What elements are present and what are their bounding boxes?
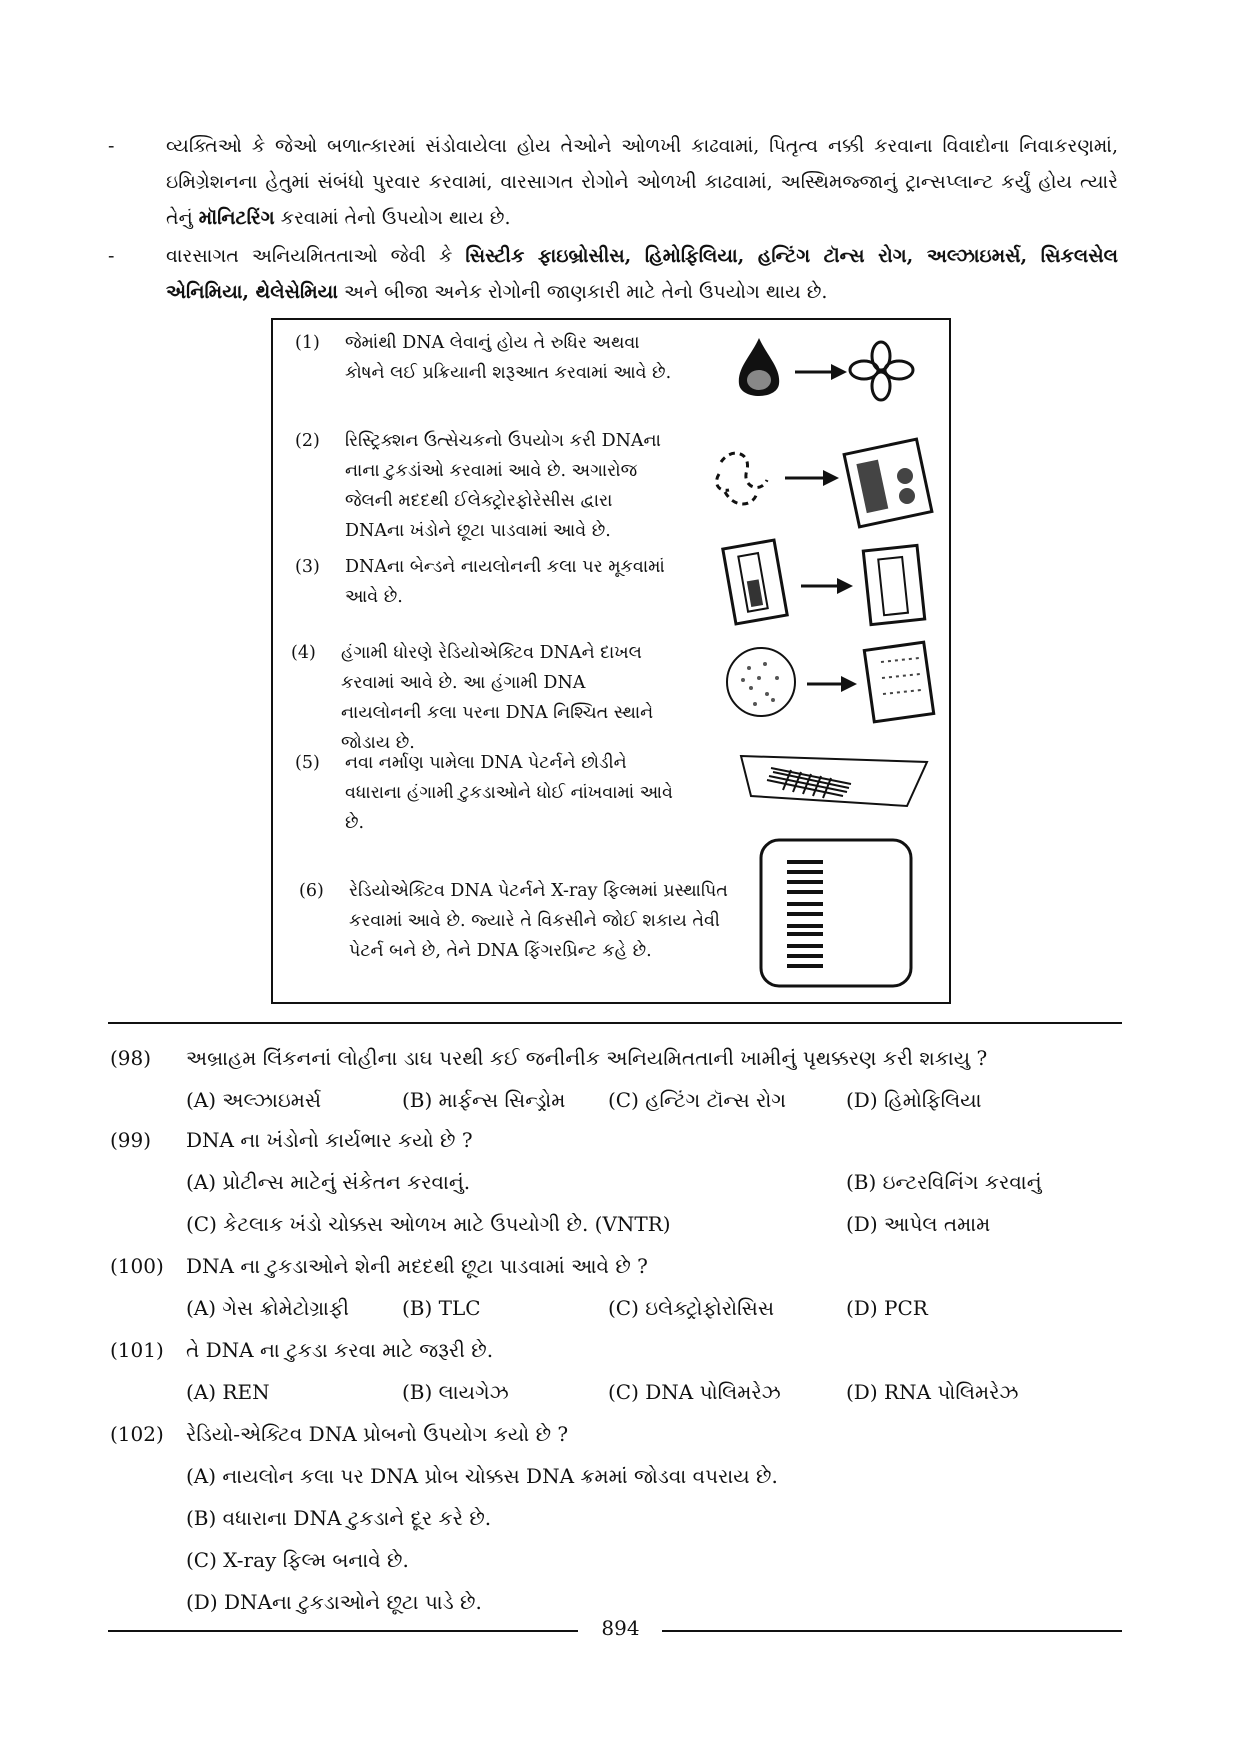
step-text: રિસ્ટ્રિક્શન ઉત્સેચકનો ઉપયોગ કરી DNAના નાના ટુકડાંઓ કરવામાં આવે છે. અગારોજ જેલની મદદથી ઈલેક્ટ્રોરફોરેસીસ દ્વારા DNAના ખંડોને છૂટા પાડવામાં આવે છે.: [345, 431, 661, 541]
option-102-d: (D) DNAના ટુકડાઓને છૂટા પાડે છે.: [186, 1590, 482, 1614]
step-number: (5): [295, 753, 320, 773]
option-101-d: (D) RNA પોલિમરેઝ: [846, 1380, 1019, 1404]
step-text: હંગામી ધોરણે રેડિયોએક્ટિવ DNAને દાખલ કરવામાં આવે છે. આ હંગામી DNA નાયલોનની કલા પરના DNA નિશ્ચિત સ્થાને જોડાય છે.: [341, 643, 654, 753]
step-text: જેમાંથી DNA લેવાનું હોય તે રુધિર અથવા કોષને લઈ પ્રક્રિયાની શરૂઆત કરવામાં આવે છે.: [345, 333, 672, 383]
figure-step-6: [299, 876, 739, 972]
step-number: (4): [291, 643, 316, 663]
step-text: નવા નર્માણ પામેલા DNA પેટર્નને છોડીને વધારાના હંગામી ટુકડાઓને ધોઈ નાંખવામાં આવે છે.: [345, 753, 673, 833]
bullet-list: [108, 128, 1118, 310]
option-101-b: (B) લાયગેઝ: [402, 1380, 509, 1404]
question-text: રેડિયો-એક્ટિવ DNA પ્રોબનો ઉપયોગ કયો છે ?: [186, 1422, 569, 1446]
question-text: અબ્રાહમ લિંકનનાં લોહીના ડાઘ પરથી કઈ જનીનીક અનિયમિતતાની ખામીનું પૃથક્કરણ કરી શકાયુ ?: [186, 1046, 988, 1070]
option-100-d: (D) PCR: [846, 1296, 928, 1320]
option-100-c: (C) ઇલેક્ટ્રોફોરોસિસ: [608, 1296, 775, 1320]
bullet-marker: -: [108, 135, 115, 157]
bullet-text: વ્યક્તિઓ કે જેઓ બળાત્કારમાં સંડોવાયેલા હોય તેઓને ઓળખી કાઢવામાં, પિતૃત્વ નક્કી કરવાના વિવાદોના નિવાકરણમાં, ઇમિગ્રેશનના હેતુમાં સંબંધો પુરવાર કરવામાં, વારસાગત રોગોને ઓળખી કાઢવામાં, અસ્થિમજ્જાનું ટ્રાન્સપ્લાન્ટ કર્યું હોય ત્યારે તેનું: [166, 135, 1118, 229]
figure-step-1: [295, 328, 715, 394]
option-101-c: (C) DNA પોલિમરેઝ: [608, 1380, 781, 1404]
x-ray-film-dna-fingerprint-illustration: [755, 834, 925, 994]
option-100-b: (B) TLC: [402, 1296, 481, 1320]
figure-step-3: [295, 552, 715, 618]
question-text: DNA ના ટુકડાઓને શેની મદદથી છૂટા પાડવામાં આવે છે ?: [186, 1254, 648, 1278]
bullet-text-end: કરવામાં તેનો ઉપયોગ થાય છે.: [274, 207, 511, 229]
option-98-c: (C) હન્ટિંગ ટૉન્સ રોગ: [608, 1088, 786, 1112]
bullet-bold-text: સિસ્ટીક ફાઇબ્રોસીસ, હિમોફિલિયા, હન્ટિંગ ટૉન્સ રોગ, અલ્ઝાઇમર્સ, સિકલસેલ એનિમિયા, થેલેસેમિયા: [166, 245, 1118, 303]
question-number: (98): [110, 1046, 152, 1070]
section-divider: [108, 1022, 1122, 1024]
question-number: (99): [110, 1128, 152, 1152]
option-99-c: (C) કેટલાક ખંડો ચોક્કસ ઓળખ માટે ઉપયોગી છે. (VNTR): [186, 1212, 671, 1236]
bullet-text-end: અને બીજા અનેક રોગોની જાણકારી માટે તેનો ઉપયોગ થાય છે.: [337, 281, 828, 303]
step-number: (6): [299, 881, 324, 901]
option-99-d: (D) આપેલ તમામ: [846, 1212, 991, 1236]
question-text: DNA ના ખંડોનો કાર્યભાર કયો છે ?: [186, 1128, 473, 1152]
footer-rule-right: [662, 1630, 1122, 1632]
option-98-d: (D) હિમોફિલિયા: [846, 1088, 982, 1112]
washed-membrane-illustration: [731, 740, 941, 820]
bullet-text: વારસાગત અનિયમિતતાઓ જેવી કે: [166, 245, 466, 267]
page-number: 894: [601, 1616, 640, 1640]
bullet-item-1: [108, 128, 1118, 236]
bullet-bold-text: મૉનિટરિંગ: [198, 207, 275, 229]
option-99-b: (B) ઇન્ટરવિનિંગ કરવાનું: [846, 1170, 1042, 1194]
bullet-marker: -: [108, 245, 115, 267]
step-text: DNAના બેન્ડને નાયલોનની કલા પર મૂકવામાં આવે છે.: [345, 557, 665, 607]
step-number: (1): [295, 333, 320, 353]
figure-step-4: [291, 638, 715, 753]
question-number: (102): [110, 1422, 164, 1446]
dna-fingerprinting-figure: [271, 318, 951, 1004]
question-text: તે DNA ના ટુકડા કરવા માટે જરૂરી છે.: [186, 1338, 494, 1362]
option-99-a: (A) પ્રોટીન્સ માટેનું સંકેતન કરવાનું.: [186, 1170, 471, 1194]
blood-drop-to-dna-illustration: [731, 330, 931, 410]
figure-step-5: [295, 748, 715, 833]
option-102-a: (A) નાયલોન કલા પર DNA પ્રોબ ચોક્કસ DNA ક્રમમાં જોડવા વપરાય છે.: [186, 1464, 778, 1488]
step-number: (2): [295, 431, 320, 451]
radioactive-probe-to-membrane-illustration: [721, 638, 941, 728]
option-98-a: (A) અલ્ઝાઇમર્સ: [186, 1088, 322, 1112]
figure-step-2: [295, 426, 715, 546]
option-100-a: (A) ગેસ ક્રોમેટોગ્રાફી: [186, 1296, 349, 1320]
option-102-b: (B) વધારાના DNA ટુકડાને દૂર કરે છે.: [186, 1506, 492, 1530]
bullet-item-2: [108, 238, 1118, 310]
question-number: (100): [110, 1254, 164, 1278]
restriction-to-gel-illustration: [711, 432, 941, 532]
option-101-a: (A) REN: [186, 1380, 270, 1404]
step-text: રેડિયોએક્ટિવ DNA પેટર્નને X-ray ફિલ્મમાં પ્રસ્થાપિત કરવામાં આવે છે. જ્યારે તે વિકસીને જોઈ શકાય તેવી પેટર્ન બને છે, તેને DNA ફિંગરપ્રિન્ટ કહે છે.: [349, 881, 728, 961]
option-102-c: (C) X-ray ફિલ્મ બનાવે છે.: [186, 1548, 409, 1572]
option-98-b: (B) માર્ફન્સ સિન્ડ્રોમ: [402, 1088, 566, 1112]
step-number: (3): [295, 557, 320, 577]
gel-to-nylon-membrane-illustration: [721, 532, 941, 632]
question-number: (101): [110, 1338, 164, 1362]
